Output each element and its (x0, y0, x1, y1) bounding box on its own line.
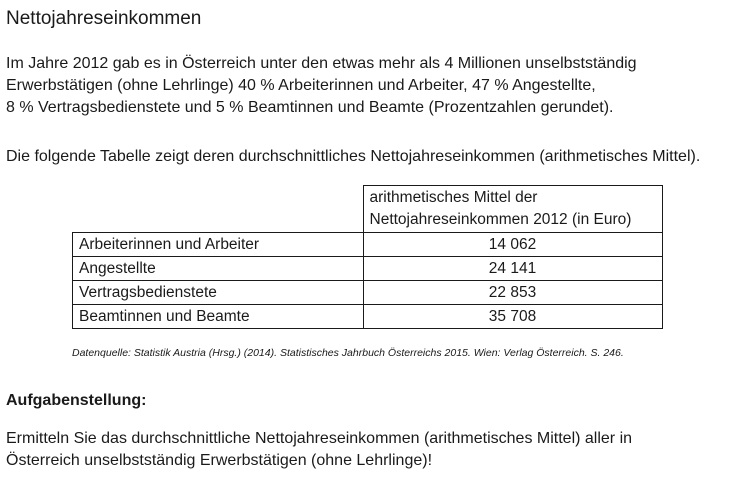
task-line: Österreich unselbstständig Erwerbstätigen (ohne Lehrlinge)! (6, 452, 433, 469)
table-column-header (363, 186, 662, 233)
intro-line: Im Jahre 2012 gab es in Österreich unter den etwas mehr als 4 Millionen unselbstständig (6, 55, 637, 72)
task-text (6, 428, 632, 472)
column-header-line: Nettojahreseinkommen 2012 (in Euro) (369, 211, 632, 228)
task-line: Ermitteln Sie das durchschnittliche Nettojahreseinkommen (arithmetisches Mittel) aller in (6, 430, 633, 447)
row-value: 24 141 (363, 257, 662, 281)
intro-line: 8 % Vertragsbedienstete und 5 % Beamtinnen und Beamte (Prozentzahlen gerundet). (6, 99, 614, 116)
intro-paragraph (6, 53, 637, 119)
task-heading: Aufgabenstellung: (6, 392, 147, 409)
row-label: Arbeiterinnen und Arbeiter (73, 233, 364, 257)
table-header-row (73, 186, 663, 233)
income-table (72, 185, 663, 329)
table-lead-text: Die folgende Tabelle zeigt deren durchschnittliches Nettojahreseinkommen (arithmetisches Mittel). (6, 148, 701, 165)
table-row (73, 281, 663, 305)
table-row (73, 257, 663, 281)
table-row (73, 305, 663, 329)
row-label: Beamtinnen und Beamte (73, 305, 364, 329)
table-corner-cell (73, 186, 364, 233)
intro-line: Erwerbstätigen (ohne Lehrlinge) 40 % Arbeiterinnen und Arbeiter, 47 % Angestellte, (6, 77, 596, 94)
row-value: 35 708 (363, 305, 662, 329)
page-title: Nettojahreseinkommen (6, 8, 202, 29)
row-label: Vertragsbedienstete (73, 281, 364, 305)
column-header-line: arithmetisches Mittel der (369, 189, 538, 206)
row-value: 22 853 (363, 281, 662, 305)
table-row (73, 233, 663, 257)
row-value: 14 062 (363, 233, 662, 257)
row-label: Angestellte (73, 257, 364, 281)
data-source-note: Datenquelle: Statistik Austria (Hrsg.) (2014). Statistisches Jahrbuch Österreichs 2015. Wien: Verlag Österreich. S. 246. (72, 347, 624, 359)
